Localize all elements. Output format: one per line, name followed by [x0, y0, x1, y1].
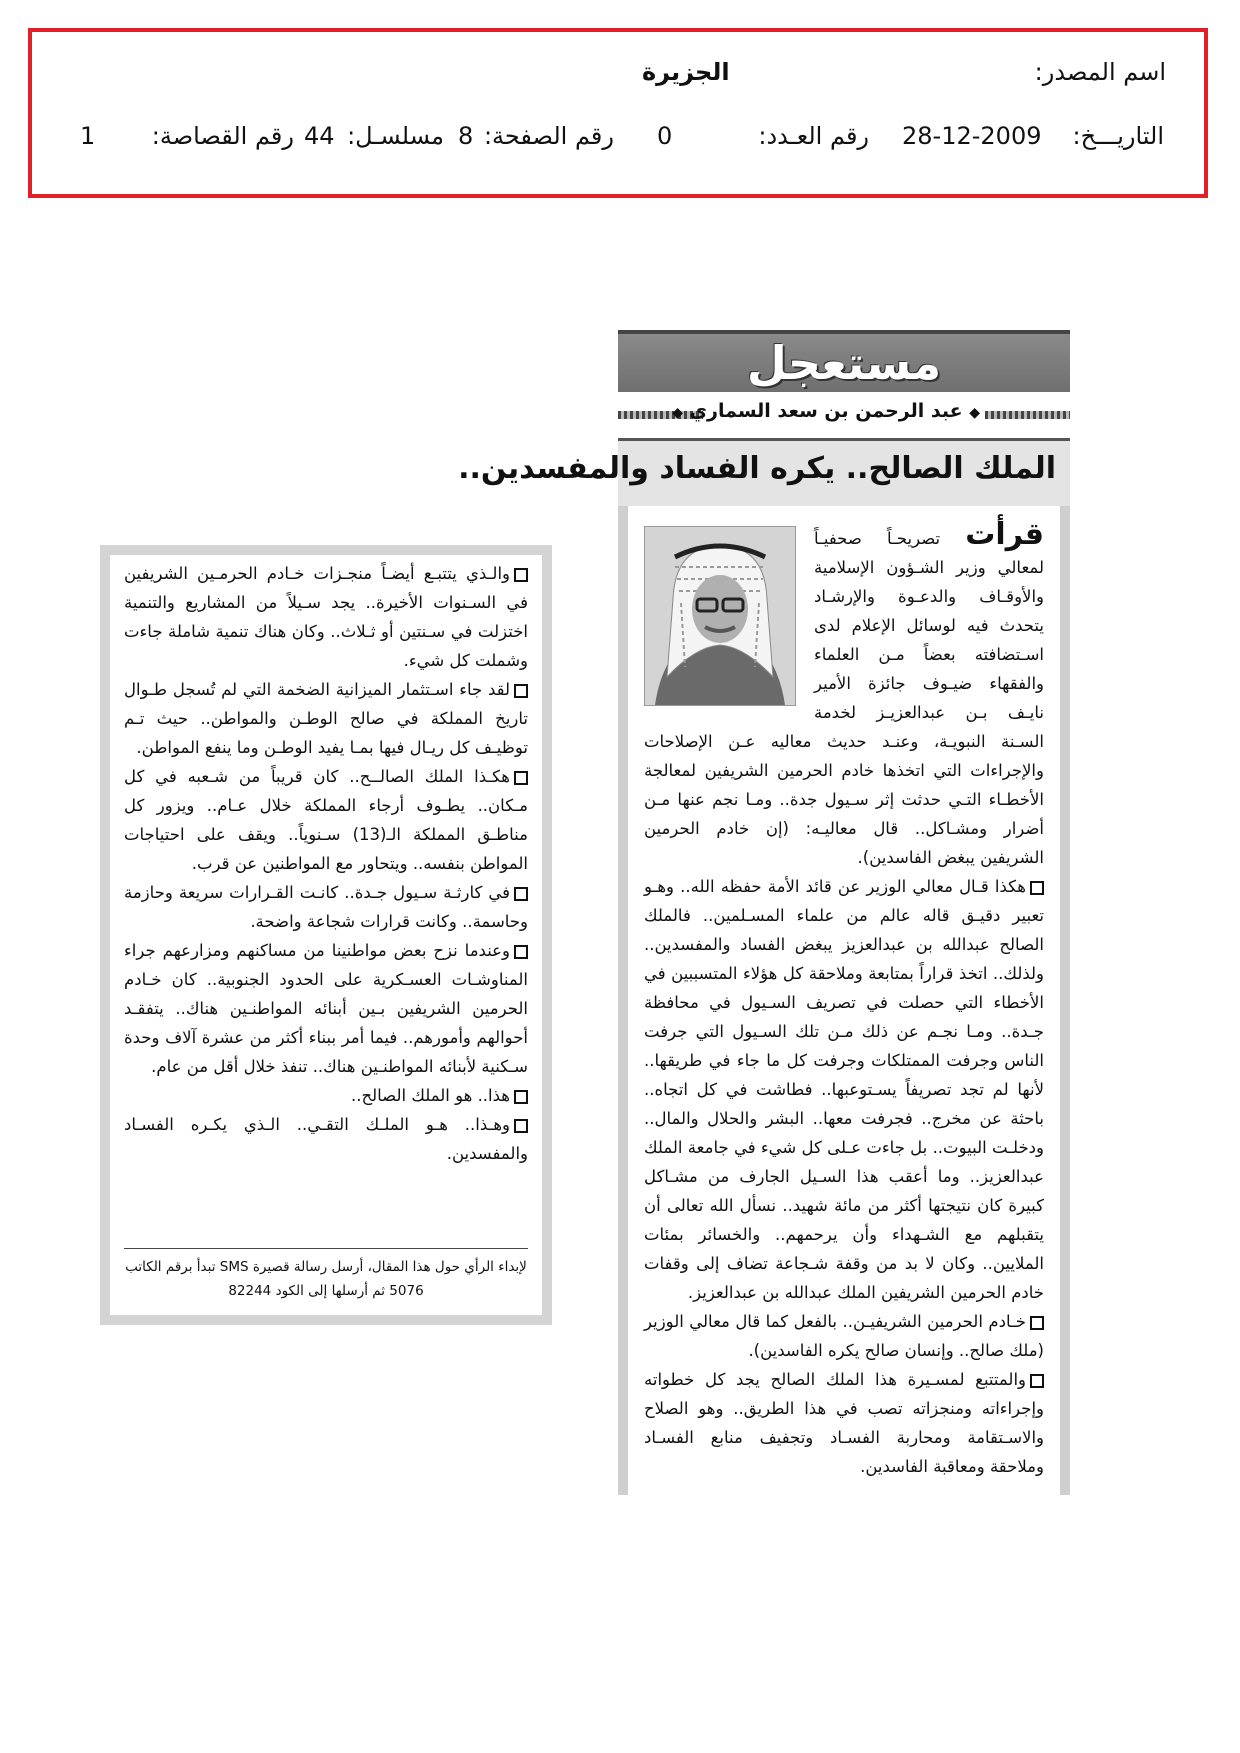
paragraph-text: لقد جاء اسـتثمار الميزانية الضخمة التي لم تُسجل طـوال تاريخ المملكة في صالح الوطـن والمواطن.. حيث تـم توظيـف كل ريـال فيها بمـا يفيد الوطـن وما ينفع المواطن.	[124, 680, 528, 757]
clip-value: 1	[80, 122, 96, 150]
paragraph-text: هذا.. هو الملك الصالح..	[350, 1086, 510, 1105]
paragraph	[644, 872, 1044, 1307]
sms-feedback-note: لإبداء الرأي حول هذا المقال، أرسل رسالة قصيرة SMS تبدأ برقم الكاتب 5076 ثم أرسلها إلى الكود 82244	[125, 1259, 527, 1299]
author-photo	[644, 526, 800, 710]
byline-stripe-right	[985, 411, 1070, 419]
byline	[672, 400, 980, 422]
paragraph	[124, 1110, 528, 1168]
paragraph-text: هكـذا الملك الصالــح.. كان قريباً من شـعبه في كل مـكان.. يطـوف أرجاء المملكة خلال عـام.. ويزور كل مناطـق المملكة الـ(13) سـنوياً.. ويقف على احتياجات المواطن بنفسه.. ويتحاور مع المواطنين عن قرب.	[124, 767, 528, 873]
paragraph	[124, 675, 528, 762]
article-headline: الملك الصالح.. يكره الفساد والمفسدين..	[458, 451, 1056, 486]
page-label: رقم الصفحة:	[483, 122, 614, 150]
diamond-icon: ◆	[672, 405, 683, 421]
byline-bar	[618, 400, 1070, 430]
bullet-box-icon	[514, 684, 528, 698]
bullet-box-icon	[1030, 881, 1044, 895]
bullet-box-icon	[514, 1119, 528, 1133]
clipping-metadata-box	[28, 28, 1208, 198]
paragraph-text: والـذي يتتبـع أيضـاً منجـزات خـادم الحرمـين الشريفين في السـنوات الأخيرة.. يجد سـيلاً من المشاريع والتنمية اختزلت في سـنتين أو ثـلاث.. وكان هناك تنمية شاملة جاءت وشملت كل شيء.	[124, 564, 528, 670]
masthead-title: مستعجل	[746, 336, 942, 390]
paragraph-text: خـادم الحرمين الشريفيـن.. بالفعل كما قال معالي الوزير (ملك صالح.. وإنسان صالح يكره الفاسدين).	[644, 1312, 1044, 1360]
source-label: اسم المصدر:	[1034, 58, 1166, 86]
paragraph-text: وعندما نزح بعض مواطنينا من مساكنهم ومزارعهم جراء المناوشـات العسـكرية على الحدود الجنوبية.. كان خـادم الحرمين الشريفين بـين أبنائه المواطنـين هناك.. يتفقـد أحوالهم وأمورهم.. فيما أمر ببناء أكثر من عشرة آلاف وحدة سـكنية لأبنائه المواطنـين هناك.. تنفذ خلال أقل من عام.	[124, 941, 528, 1076]
author-name: عبد الرحمن بن سعد السماري	[689, 400, 963, 422]
paragraph-text: في كارثـة سـيول جـدة.. كانـت القـرارات سريعة وحازمة وحاسمة.. وكانت قرارات شجاعة واضحة.	[124, 883, 528, 931]
paragraph	[124, 762, 528, 878]
paragraph-text: تصريحـاً صحفيـاً لمعالي وزير الشـؤون الإسلامية والأوقـاف والدعـوة والإرشـاد يتحدث فيه لوسائل الإعلام لدى اسـتضافته بعضاً مـن العلماء والفقهاء ضيـوف جائزة الأمير نايـف بـن عبدالعزيـز لخدمة السـنة النبويـة، وعنـد حديث معاليه عـن الإصلاحات والإجراءات التي اتخذها خادم الحرمين الشريفين لمعالجة الأخطـاء التـي حدثت إثر سـيول جدة.. ومـا نجم عنها مـن أضرار ومشـاكل.. قال معاليـه: (إن خادم الحرمين الشريفين يبغض الفاسدين).	[644, 529, 1044, 867]
headline-box	[458, 438, 1070, 506]
article-left-column	[100, 545, 552, 1325]
article-right-column	[458, 330, 1070, 1495]
source-value: الجزيرة	[642, 58, 730, 86]
issue-label: رقم العـدد:	[758, 122, 869, 150]
paragraph-text: والمتتبع لمسـيرة هذا الملك الصالح يجد كل خطواته وإجراءاته ومنجزاته تصب في هذا الطريق.. وهو الصلاح والاسـتقامة ومحاربة الفسـاد وتجفيف منابع الفسـاد وملاحقة ومعاقبة الفاسدين.	[644, 1370, 1044, 1476]
bullet-box-icon	[514, 1090, 528, 1104]
bullet-box-icon	[514, 568, 528, 582]
date-value: 28-12-2009	[902, 122, 1042, 150]
author-portrait-icon	[644, 526, 796, 706]
article-body-right	[644, 517, 1045, 1481]
column-masthead	[618, 330, 1070, 392]
bullet-box-icon	[514, 945, 528, 959]
clip-label: رقم القصاصة:	[151, 122, 294, 150]
paragraph-text: هكذا قـال معالي الوزير عن قائد الأمة حفظه الله.. وهـو تعبير دقيـق قاله عالم من علماء المسـلمين.. فالملك الصالح عبدالله بن عبدالعزيز يبغض الفساد والمفسدين.. ولذلك.. اتخذ قراراً بمتابعة وملاحقة كل هؤلاء المتسببين في الأخطاء التي حصلت في تصريف السـيول في محافظة جـدة.. ومـا نجـم عن ذلك مـن تلك السـيول التي جرفت الناس وجرفت الممتلكات وجرفت كل ما جاء في طريقها.. لأنها لم تجد تصريفاً يسـتوعبها.. فطاشت في كل اتجاه.. باحثة عن مخرج.. فجرفت معها.. البشر والحلال والمال.. ودخلـت البيوت.. بل جاءت عـلى كل شيء في جامعة الملك عبدالعزيز.. وما أعقب هذا السـيل الجارف من مشـاكل كبيرة كان نتيجتها أكثر من مائة شهيد.. نسأل الله تعالى أن يتقبلهم مع الشـهداء وأن يرحمهم.. والخسائر بمئات الملايين.. وكان لا بد من وقفة شـجاعة تضاف إلى وقفات خادم الحرمين الشريفين الملك عبدالله بن عبدالعزيز.	[644, 877, 1044, 1302]
bullet-box-icon	[514, 887, 528, 901]
paragraph	[124, 559, 528, 675]
paragraph	[124, 878, 528, 936]
footer-divider	[124, 1248, 528, 1249]
paragraph	[644, 1365, 1044, 1481]
diamond-icon: ◆	[969, 405, 980, 421]
date-label: التاريـــخ:	[1072, 122, 1164, 150]
lead-word: قرأت	[965, 517, 1045, 552]
paragraph	[124, 936, 528, 1081]
page-value: 8	[458, 122, 474, 150]
paragraph	[644, 1307, 1044, 1365]
serial-value: 44	[304, 122, 335, 150]
serial-label: مسلسـل:	[347, 122, 444, 150]
bullet-box-icon	[514, 771, 528, 785]
paragraph	[124, 1081, 528, 1110]
article-body-left	[124, 559, 528, 1168]
bullet-box-icon	[1030, 1374, 1044, 1388]
bullet-box-icon	[1030, 1316, 1044, 1330]
paragraph-text: وهـذا.. هـو الملـك التقـي.. الـذي يكـره الفسـاد والمفسدين.	[124, 1115, 528, 1163]
issue-value: 0	[657, 122, 673, 150]
